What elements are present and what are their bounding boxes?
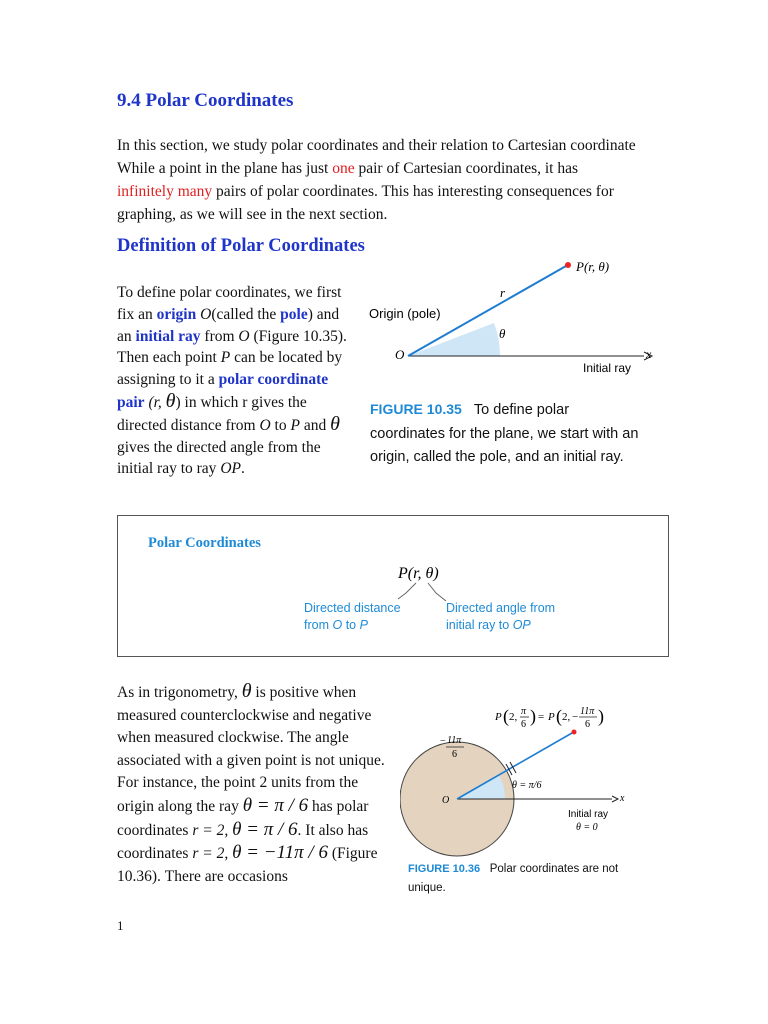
intro-paragraph: [117, 134, 637, 226]
o-label-2: O: [442, 795, 450, 806]
trig-text-3: has polar coordinates: [117, 797, 369, 839]
two-label-1: 2,: [509, 711, 518, 723]
trig-eq-1: θ = π / 6: [242, 794, 309, 816]
def-text-1: To define polar coordinates, we first fix an: [117, 284, 342, 323]
point-marker-2: [572, 730, 577, 735]
pair-keyword: polar coordinate pair: [117, 371, 329, 411]
intro-infinitely-many: infinitely many: [117, 183, 213, 200]
pi-label-1: π: [521, 706, 527, 717]
box-right-caption: [446, 600, 555, 634]
box-left-line-2a: from: [304, 618, 333, 632]
page-number: 1: [117, 918, 124, 933]
right-pointer-line: [428, 583, 446, 601]
caption-line-3: origin, called the pole, and an initial ray.: [370, 449, 624, 465]
right-paren-2: ): [598, 706, 604, 726]
o-label: O: [395, 347, 405, 362]
theta-zero-label: θ = 0: [576, 822, 598, 833]
pole-keyword: pole: [280, 305, 308, 323]
polar-coordinates-box: [117, 515, 669, 657]
origin-pole-label: Origin (pole): [369, 306, 441, 321]
right-paren-1: ): [530, 706, 536, 726]
box-left-line-2b: to: [342, 618, 360, 632]
intro-one: one: [332, 160, 355, 177]
def-o3: O: [259, 416, 271, 434]
def-text-13: .: [240, 460, 245, 478]
intro-text-3: pairs of polar coordinates. This has interesting consequences for graphing, as we will see in the next section.: [117, 183, 614, 223]
elevenpi-label-2: 11π: [447, 735, 462, 746]
theta-label: θ: [499, 326, 506, 341]
box-formula: P(r, θ): [398, 565, 439, 582]
def-text-6: (Figure 10.35). Then each point: [117, 327, 347, 367]
definition-heading: Definition of Polar Coordinates: [117, 236, 365, 256]
x-label: x: [646, 347, 652, 361]
trig-text-5: (Figure 10.36). There are occasions: [117, 845, 378, 885]
elevenpi-label-1: 11π: [580, 706, 595, 717]
intro-text-1: In this section, we study polar coordinates and their relation to Cartesian coordinate While a point in the plane has just: [117, 137, 636, 177]
trig-theta: θ: [241, 680, 252, 702]
box-right-line-1: Directed angle from: [446, 601, 556, 615]
six-label-3: 6: [452, 749, 457, 760]
angle-label: θ = π/6: [512, 780, 542, 791]
left-pointer-line: [398, 583, 416, 599]
def-text-9: ) in which r gives the directed distance from: [117, 393, 307, 434]
initial-ray-label: Initial ray: [583, 361, 632, 375]
initial-ray-label-2: Initial ray: [568, 809, 609, 820]
point-p-marker: [565, 262, 571, 268]
figure-10-35-label: FIGURE 10.35: [370, 401, 462, 417]
trig-eq-3: θ = −11π / 6: [232, 842, 328, 864]
trig-eq-2: θ = π / 6: [232, 818, 298, 840]
box-right-line-2a: initial ray to: [446, 618, 513, 632]
x-arrowhead-icon-2: [612, 796, 618, 802]
initial-ray-keyword: initial ray: [135, 327, 201, 345]
trig-text-1: As in trigonometry,: [117, 684, 242, 701]
trig-r2b: r = 2,: [192, 845, 233, 863]
def-p2: P: [290, 416, 300, 434]
figure-10-36-caption: [408, 860, 668, 898]
figure-10-36: [400, 690, 660, 860]
def-theta-2: θ: [330, 412, 340, 435]
six-label-1: 6: [521, 719, 526, 730]
def-o: O: [196, 305, 212, 323]
neg-label-2: −: [440, 736, 446, 747]
left-paren-2: (: [556, 706, 562, 726]
two-label-2: 2,: [562, 711, 571, 723]
p-label-3: P: [548, 711, 555, 723]
box-left-o: O: [332, 618, 343, 632]
figure-10-35: [360, 250, 680, 380]
p-label-2: P: [495, 711, 502, 723]
def-o2: O: [238, 327, 250, 345]
box-right-op: OP: [512, 618, 531, 632]
box-left-line-1: Directed distance: [304, 601, 401, 615]
def-op: OP: [220, 460, 241, 478]
trig-text-4: . It also has coordinates: [117, 821, 369, 863]
angle-wedge: [408, 323, 500, 356]
definition-paragraph: [117, 282, 349, 480]
trig-r2a: r = 2,: [192, 821, 233, 839]
point-p-label: P(r, θ): [576, 259, 610, 274]
def-theta: θ: [165, 389, 176, 412]
box-title: Polar Coordinates: [148, 535, 261, 551]
box-left-caption: [304, 600, 401, 634]
x-label-2: x: [620, 793, 625, 804]
def-text-10: to: [270, 416, 291, 434]
caption-line-2: coordinates for the plane, we start with an: [370, 425, 639, 442]
neg-label-1: −: [572, 711, 579, 723]
caption-line-1: To define polar: [473, 402, 570, 418]
def-text-3: (called the: [211, 305, 281, 323]
equals-label: =: [538, 711, 545, 723]
def-text-7: can be located by assigning to it a: [117, 349, 343, 389]
origin-keyword: origin: [156, 305, 197, 323]
trig-paragraph: [117, 680, 387, 888]
r-label: r: [500, 285, 506, 300]
six-label-2: 6: [585, 719, 590, 730]
figure-10-35-caption: [370, 398, 690, 470]
def-text-12: gives the directed angle from the initial ray to ray: [117, 438, 321, 478]
def-text-4: ) and an: [117, 305, 340, 345]
trig-text-2: is positive when measured counterclockwise and negative when measured clockwise. The angle associated with a given point is not unique. For instance, the point 2 units from the origin along the ray: [117, 684, 385, 815]
def-text-8: (r,: [144, 393, 166, 411]
intro-text-2: pair of Cartesian coordinates, it has: [354, 160, 579, 177]
fig2-caption-line-2: unique.: [408, 882, 446, 894]
fig2-caption-line-1: Polar coordinates are not: [489, 863, 619, 875]
left-paren-1: (: [503, 706, 509, 726]
def-text-11: and: [299, 416, 331, 434]
box-left-p: P: [359, 618, 368, 632]
section-title: 9.4 Polar Coordinates: [117, 90, 294, 111]
figure-10-36-label: FIGURE 10.36: [408, 863, 481, 875]
def-p: P: [220, 349, 231, 367]
def-text-5: from: [200, 327, 239, 345]
